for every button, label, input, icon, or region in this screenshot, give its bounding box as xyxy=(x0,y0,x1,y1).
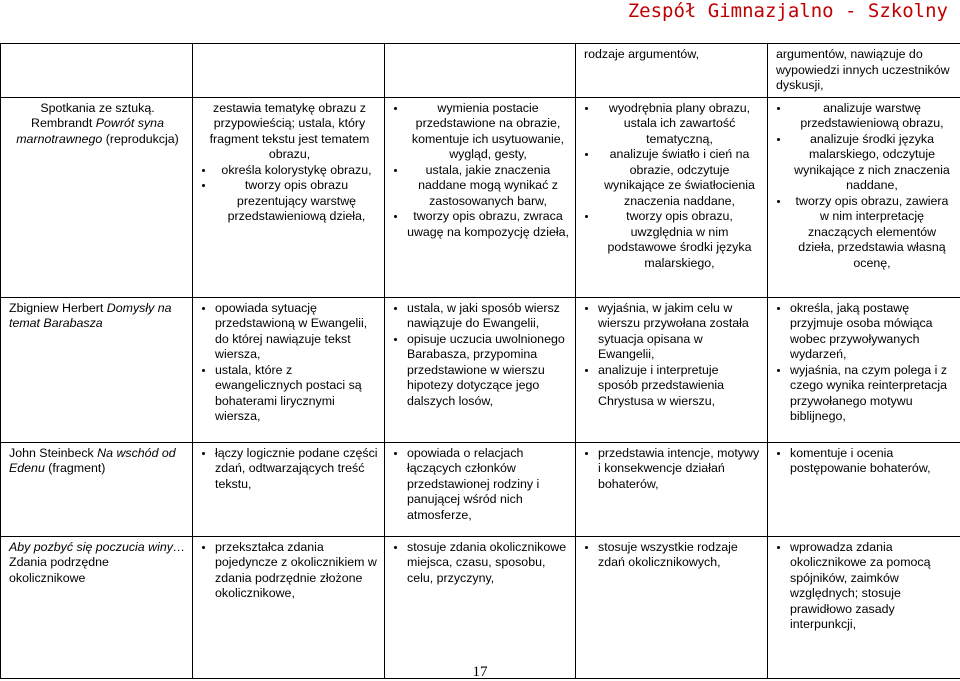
requirement-list xyxy=(393,101,569,241)
requirement-item: • ustala, w jaki sposób wiersz nawiązuje do Ewangelii, xyxy=(407,301,569,332)
requirement-list xyxy=(776,101,954,272)
requirement-item: • wymienia postacie przedstawione na obrazie, komentuje ich usytuowanie, wygląd, gesty, xyxy=(407,101,569,163)
requirement-item: • łączy logicznie podane części zdań, odtwarzających treść tekstu, xyxy=(215,446,378,493)
table-cell xyxy=(385,44,576,98)
requirement-cell xyxy=(768,297,960,442)
requirement-cell xyxy=(385,297,576,442)
page-number: 17 xyxy=(0,664,960,681)
table-row xyxy=(1,536,960,678)
lesson-title-cell xyxy=(1,97,193,297)
lesson-title-cell xyxy=(1,442,193,536)
lesson-title-italic: Powrót syna marnotrawnego xyxy=(16,116,164,146)
lesson-title-cell xyxy=(1,536,193,678)
requirement-cell xyxy=(385,536,576,678)
requirement-cell xyxy=(576,97,768,297)
requirement-item: • wyjaśnia, na czym polega i z czego wynika reinterpretacja przywołanego motywu biblijnego, xyxy=(790,363,954,425)
table-cell xyxy=(1,44,193,98)
requirement-item: • ustala, jakie znaczenia naddane mogą wynikać z zastosowanych barw, xyxy=(407,163,569,210)
requirement-item: • wprowadza zdania okolicznikowe za pomocą spójników, zaimków względnych; stosuje prawidłowo zasady interpunkcji, xyxy=(790,540,954,633)
page-header-title: Zespół Gimnazjalno - Szkolny xyxy=(628,0,948,26)
lesson-title-text: Spotkania ze sztuką. Rembrandt xyxy=(31,101,155,131)
requirement-list xyxy=(776,446,954,477)
requirement-item: • tworzy opis obrazu, uwzględnia w nim podstawowe środki języka malarskiego, xyxy=(598,209,761,271)
table-row xyxy=(1,297,960,442)
requirement-item: • stosuje wszystkie rodzaje zdań okolicznikowych, xyxy=(598,540,761,571)
curriculum-table xyxy=(0,43,960,679)
lesson-title-text: (fragment) xyxy=(45,461,106,475)
requirement-list xyxy=(201,301,378,425)
requirement-list xyxy=(776,301,954,425)
requirement-list xyxy=(201,446,378,493)
requirement-list xyxy=(393,540,569,587)
requirement-cell xyxy=(768,536,960,678)
requirement-item: • opowiada o relacjach łączących członków przedstawionej rodziny i panującej wśród nich atmosferze, xyxy=(407,446,569,524)
requirement-cell xyxy=(385,442,576,536)
requirement-item: • analizuje światło i cień na obrazie, odczytuje wynikające ze światłocienia znaczenia naddane, xyxy=(598,147,761,209)
table-cell xyxy=(768,44,960,98)
requirement-list xyxy=(584,301,761,410)
table-row xyxy=(1,97,960,297)
requirement-cell xyxy=(768,97,960,297)
lesson-title-italic: Na wschód od Edenu xyxy=(9,446,176,476)
requirement-item: • przekształca zdania pojedyncze z okolicznikiem w zdania podrzędnie złożone okolicznikowe, xyxy=(215,540,378,602)
lesson-title-italic: Domysły na temat Barabasza xyxy=(9,301,172,331)
requirement-item: • wyodrębnia plany obrazu, ustala ich zawartość tematyczną, xyxy=(598,101,761,148)
cell-text: rodzaje argumentów, xyxy=(584,47,699,61)
requirement-list xyxy=(584,540,761,571)
requirement-cell xyxy=(193,536,385,678)
requirement-cell xyxy=(193,97,385,297)
lesson-title-italic: Aby pozbyć się poczucia winy… xyxy=(9,540,185,554)
requirement-list xyxy=(201,163,378,225)
requirement-cell xyxy=(768,442,960,536)
requirement-list xyxy=(584,101,761,272)
requirement-item: • analizuje warstwę przedstawieniową obrazu, xyxy=(790,101,954,132)
requirement-item: • opowiada sytuację przedstawioną w Ewangelii, do której nawiązuje tekst wiersza, xyxy=(215,301,378,363)
requirement-item: • opisuje uczucia uwolnionego Barabasza, przypomina przedstawione w wierszu hipotezy dotyczące jego dalszych losów, xyxy=(407,332,569,410)
requirement-item: • przedstawia intencje, motywy i konsekwencje działań bohaterów, xyxy=(598,446,761,493)
requirement-cell xyxy=(576,442,768,536)
lesson-title-cell xyxy=(1,297,193,442)
requirement-cell xyxy=(576,297,768,442)
requirement-list xyxy=(776,540,954,633)
requirement-cell xyxy=(576,536,768,678)
requirement-cell xyxy=(385,97,576,297)
lesson-title-text: Zdania podrzędne okolicznikowe xyxy=(9,555,109,585)
requirement-cell xyxy=(193,297,385,442)
lesson-title-text: Zbigniew Herbert xyxy=(9,301,107,315)
requirement-item: • określa kolorystykę obrazu, xyxy=(215,163,378,179)
requirement-item: • analizuje środki języka malarskiego, odczytuje wynikające z nich znaczenia naddane, xyxy=(790,132,954,194)
table-cell xyxy=(193,44,385,98)
requirement-lead: zestawia tematykę obrazu z przypowieścią; ustala, który fragment tekstu jest tematem obrazu, xyxy=(201,101,378,163)
table-cell xyxy=(576,44,768,98)
lesson-title-text: John Steinbeck xyxy=(9,446,97,460)
requirement-cell xyxy=(193,442,385,536)
requirement-item: • stosuje zdania okolicznikowe miejsca, czasu, sposobu, celu, przyczyny, xyxy=(407,540,569,587)
requirement-item: • komentuje i ocenia postępowanie bohaterów, xyxy=(790,446,954,477)
table-row xyxy=(1,442,960,536)
requirement-item: • tworzy opis obrazu prezentujący warstwę przedstawieniową dzieła, xyxy=(215,178,378,225)
table-row-continuation xyxy=(1,44,960,98)
requirement-item: • określa, jaką postawę przyjmuje osoba mówiąca wobec przywoływanych wydarzeń, xyxy=(790,301,954,363)
requirement-list xyxy=(584,446,761,493)
lesson-title-text: (reprodukcja) xyxy=(102,132,178,146)
requirement-item: • wyjaśnia, w jakim celu w wierszu przywołana została sytuacja opisana w Ewangelii, xyxy=(598,301,761,363)
requirement-item: • analizuje i interpretuje sposób przedstawienia Chrystusa w wierszu, xyxy=(598,363,761,410)
requirement-item: • tworzy opis obrazu, zwraca uwagę na kompozycję dzieła, xyxy=(407,209,569,240)
requirement-item: • ustala, które z ewangelicznych postaci są bohaterami lirycznymi wiersza, xyxy=(215,363,378,425)
requirement-item: • tworzy opis obrazu, zawiera w nim interpretację znaczących elementów dzieła, przedstawia własną ocenę, xyxy=(790,194,954,272)
requirement-list xyxy=(393,301,569,410)
cell-text: argumentów, nawiązuje do wypowiedzi innych uczestników dyskusji, xyxy=(776,47,950,92)
requirement-list xyxy=(393,446,569,524)
requirement-list xyxy=(201,540,378,602)
